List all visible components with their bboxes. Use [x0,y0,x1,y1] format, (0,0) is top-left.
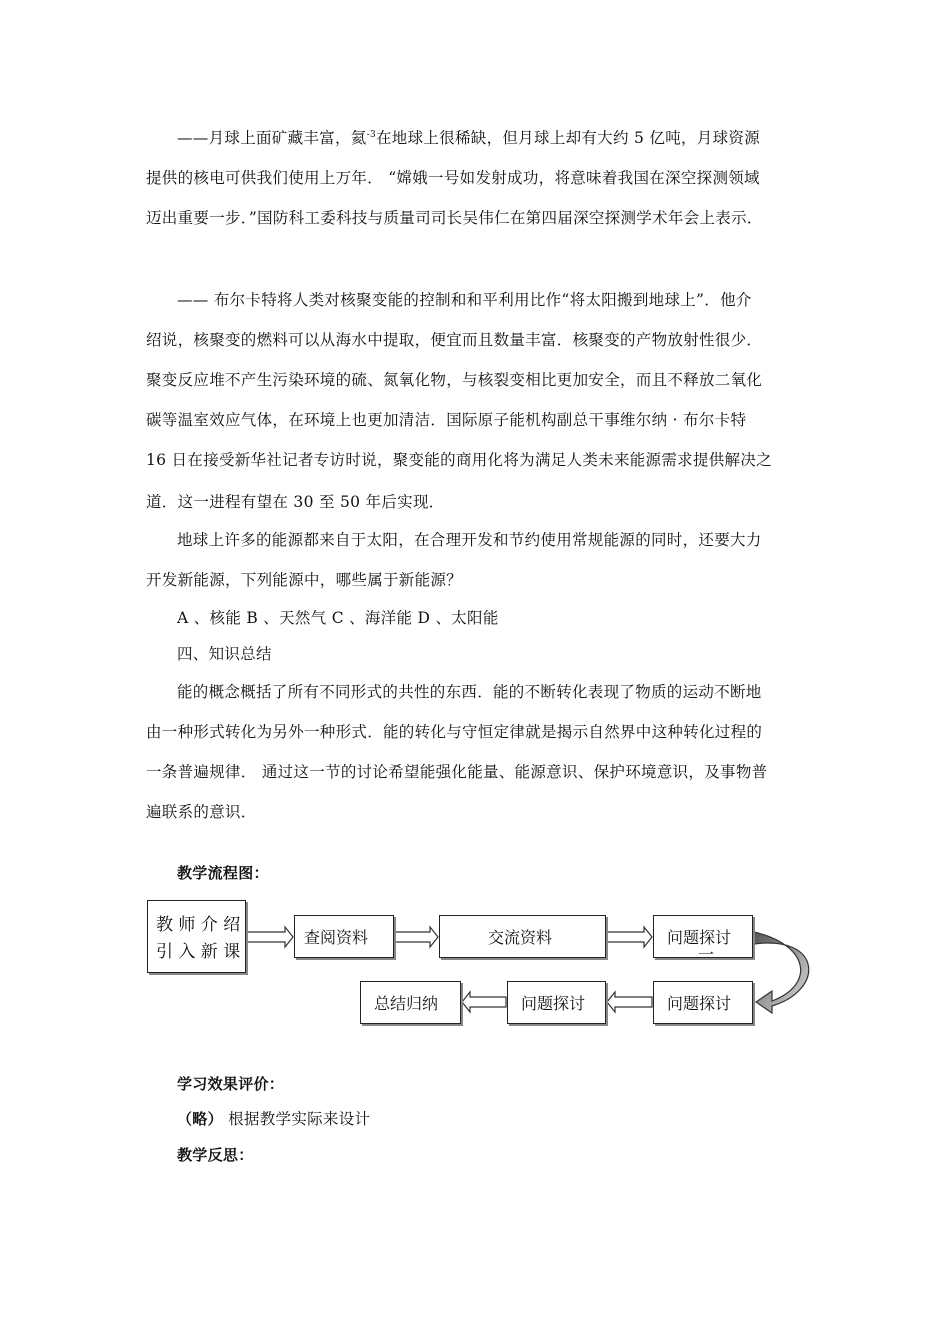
arrow-left-2 [462,992,506,1012]
p2-line1: —— 布尔卡特将人类对核聚变能的控制和和平利用比作“将太阳搬到地球上”．他介 [177,291,752,309]
evaluation-prefix: （略） [177,1110,223,1128]
arrow-right-2 [395,927,438,947]
p3-line2: 开发新能源，下列能源中，哪些属于新能源？ [146,571,463,589]
node-teacher-line1: 教 师 介 绍 [156,915,241,935]
p2-line4: 碳等温室效应气体，在环境上也更加清洁．国际原子能机构副总干事维尔纳 · 布尔卡特 [146,411,747,429]
node-teacher-intro [147,900,246,973]
reflection-title: 教学反思： [177,1146,254,1164]
node-consult [294,915,394,958]
options-line: A 、核能 B 、天然气 C 、海洋能 D 、太阳能 [177,609,499,627]
curved-arrow [754,932,809,1013]
flowchart-title: 教学流程图： [177,864,269,882]
p1-line2: 提供的核电可供我们使用上万年． “嫦娥一号如发射成功，将意味着我国在深空探测领域 [146,169,760,187]
node-discuss-1 [653,915,753,964]
p4-line1: 能的概念概括了所有不同形式的共性的东西．能的不断转化表现了物质的运动不断地 [177,683,762,701]
p4-line4: 遍联系的意识． [146,803,257,821]
p1-line1-a: ——月球上面矿藏丰富，氦 [177,129,367,147]
p4-line2: 由一种形式转化为另外一种形式．能的转化与守恒定律就是揭示自然界中这种转化过程的 [146,723,763,741]
p4-line3: 一条普遍规律． 通过这一节的讨论希望能强化能量、能源意识、保护环境意识，及事物普 [146,763,768,781]
arrow-right-1 [247,927,293,947]
p3-line1: 地球上许多的能源都来自于太阳，在合理开发和节约使用常规能源的同时，还要大力 [177,531,762,549]
node-summary [360,981,461,1024]
arrow-left-1 [607,992,652,1012]
p2-line6: 道．这一进程有望在 30 至 50 年后实现． [146,493,445,511]
node-discuss-2 [653,981,753,1024]
node-discuss-1-label: 问题探讨 [667,928,732,947]
node-discuss-1-sub: 一 [698,945,715,964]
p1-line1-b: 在地球上很稀缺，但月球上却有大约 5 亿吨，月球资源 [375,129,761,147]
arrow-right-3 [607,927,652,947]
p1-line3: 迈出重要一步．”国防科工委科技与质量司司长吴伟仁在第四届深空探测学术年会上表示． [146,209,763,227]
node-exchange [439,915,606,958]
node-summary-label: 总结归纳 [374,994,439,1013]
evaluation-title: 学习效果评价： [177,1075,285,1093]
node-discuss-3-label: 问题探讨 [521,994,586,1013]
p2-line3: 聚变反应堆不产生污染环境的硫、氮氧化物，与核裂变相比更加安全，而且不释放二氧化 [146,371,763,389]
node-teacher-line2: 引 入 新 课 [156,942,241,962]
evaluation-text: 根据教学实际来设计 [222,1110,371,1128]
p2-line5: 16 日在接受新华社记者专访时说，聚变能的商用化将为满足人类未来能源需求提供解决之 [146,451,772,469]
node-discuss-3 [507,981,606,1024]
section-heading: 四、知识总结 [177,645,272,663]
evaluation-line [177,1109,807,1129]
node-discuss-2-label: 问题探讨 [667,994,732,1013]
node-exchange-label: 交流资料 [488,928,553,947]
superscript: -3 [366,130,376,140]
node-consult-label: 查阅资料 [304,928,369,947]
p2-line2: 绍说，核聚变的燃料可以从海水中提取，便宜而且数量丰富．核聚变的产物放射性很少． [146,331,763,349]
